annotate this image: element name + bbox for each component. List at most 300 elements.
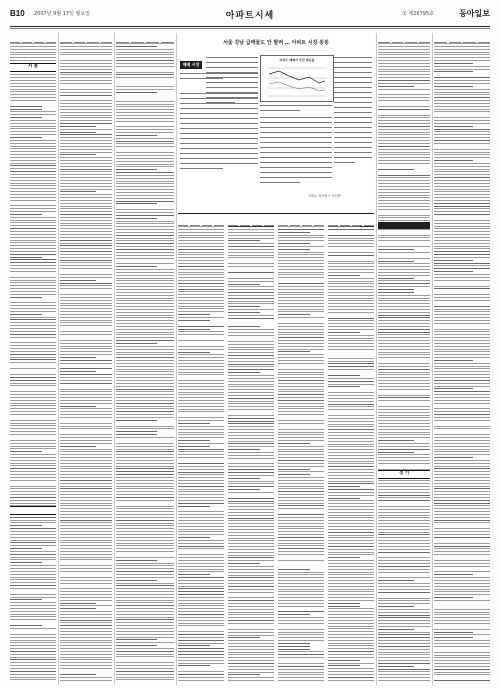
article-text-line (260, 142, 332, 143)
listing-row (10, 80, 56, 81)
listing-row (278, 389, 324, 390)
listing-row (434, 640, 490, 641)
listing-row (10, 554, 56, 555)
listing-row (378, 100, 430, 101)
listing-row (116, 109, 174, 110)
listing-row (228, 483, 274, 484)
listing-row (328, 455, 374, 456)
listing-row (434, 169, 490, 170)
listing-row (328, 680, 374, 681)
listing-row (178, 497, 224, 498)
listing-row (278, 354, 324, 355)
listing-row (228, 503, 274, 504)
listing-row (116, 411, 174, 412)
listing-row (10, 648, 56, 649)
listing-row (60, 374, 112, 375)
listing-row (328, 346, 374, 347)
listing-row (60, 583, 112, 584)
listing-row (378, 415, 430, 416)
listing-row (60, 483, 112, 484)
listing-row (434, 220, 490, 221)
listing-row (60, 123, 112, 124)
listing-row (434, 488, 490, 489)
article-text-line (334, 142, 372, 143)
listing-row (10, 522, 56, 523)
listing-row (228, 352, 274, 353)
listing-row (116, 312, 174, 313)
listing-row (278, 434, 324, 435)
listing-row (116, 158, 174, 159)
listing-row (228, 643, 274, 644)
listing-row (278, 586, 324, 587)
listing-row (328, 475, 374, 476)
listing-row (378, 63, 430, 64)
listing-row (434, 408, 490, 409)
listing-row (278, 272, 324, 273)
listing-row (60, 189, 112, 190)
listing-row (116, 563, 174, 564)
listing-row (434, 657, 490, 658)
listing-row (378, 557, 430, 558)
listing-row (10, 302, 56, 303)
listing-row (10, 285, 56, 286)
listing-row (10, 280, 56, 281)
listing-row (178, 583, 224, 584)
listing-row (116, 343, 157, 344)
listing-row (228, 612, 274, 613)
listing-row (278, 672, 324, 673)
listing-row (116, 577, 174, 578)
listing-row (60, 46, 112, 47)
listing-row (60, 617, 112, 618)
listing-row (178, 409, 224, 410)
listing-row (278, 477, 324, 478)
listing-row (60, 180, 112, 181)
listing-row (378, 526, 430, 527)
listing-row (434, 363, 490, 364)
listing-row (60, 169, 112, 170)
listing-rows (328, 226, 374, 685)
listing-row (60, 577, 112, 578)
article-text-line (260, 127, 332, 128)
listing-row (178, 411, 224, 412)
listing-row (378, 606, 414, 607)
listing-row (228, 435, 274, 436)
listing-row (10, 548, 42, 549)
listing-row (328, 398, 374, 399)
listing-row (378, 437, 430, 438)
listing-row (116, 49, 174, 50)
listing-row (278, 406, 324, 407)
listing-row (178, 386, 224, 387)
listing-row (278, 277, 324, 278)
listing-row (378, 183, 430, 184)
listing-row (60, 531, 112, 532)
listing-row (378, 192, 430, 193)
listing-row (328, 640, 374, 641)
listing-row (434, 391, 490, 392)
listing-row (116, 474, 174, 475)
listing-row (328, 483, 374, 484)
listing-row (378, 643, 430, 644)
listing-row (328, 295, 374, 296)
listing-row (434, 417, 490, 418)
article-text-line (334, 112, 372, 113)
region-header-dark (378, 222, 430, 229)
listing-row (328, 586, 374, 587)
listing-row (60, 477, 112, 478)
listing-row (10, 488, 56, 489)
listing-row (116, 238, 174, 239)
listing-row (178, 605, 224, 606)
listing-row (178, 491, 224, 492)
listing-row (10, 597, 56, 598)
listing-row (10, 542, 56, 543)
listing-row (378, 286, 430, 287)
listing-row (10, 291, 56, 292)
listing-row (116, 625, 174, 626)
listing-row (378, 549, 430, 550)
listing-row (10, 86, 56, 87)
listing-row (116, 112, 174, 113)
listing-row (10, 311, 56, 312)
listing-row (10, 368, 56, 369)
listing-row (228, 429, 274, 430)
listing-row (178, 446, 210, 447)
listing-row (378, 300, 430, 301)
listing-row (178, 300, 224, 301)
listing-row (328, 549, 374, 550)
listing-row (378, 540, 430, 541)
listing-column (378, 33, 430, 685)
listing-row (434, 646, 490, 647)
listing-row (434, 240, 490, 241)
listing-row (278, 531, 324, 532)
listing-row (178, 540, 224, 541)
listing-row (278, 632, 324, 633)
listing-row (60, 674, 96, 675)
listing-row (10, 134, 56, 135)
listing-row (434, 394, 490, 395)
listing-row (328, 458, 374, 459)
listing-row (10, 171, 56, 172)
listing-row (328, 386, 360, 387)
listing-row (60, 403, 112, 404)
listing-row (434, 366, 490, 367)
section-title: 아파트시세 (225, 11, 275, 21)
listing-row (60, 571, 112, 572)
listing-row (378, 426, 430, 427)
listing-row (60, 303, 112, 304)
listing-row (328, 261, 374, 262)
listing-row (178, 517, 224, 518)
listing-row (278, 663, 324, 664)
listing-row (60, 486, 112, 487)
listing-row (278, 446, 324, 447)
listing-row (60, 463, 112, 464)
listing-row (328, 384, 374, 385)
article-byline: 고피오 지오빈스 도서만 (308, 194, 341, 198)
listing-row (60, 508, 112, 509)
listing-row (434, 66, 490, 67)
listing-row (60, 265, 112, 266)
listing-row (434, 320, 490, 321)
listing-row (278, 614, 310, 615)
listing-row (10, 174, 56, 175)
article-text-line (334, 147, 372, 148)
listing-row (116, 235, 174, 236)
listing-row (434, 343, 490, 344)
listing-row (10, 188, 56, 189)
listing-row (378, 486, 430, 487)
listing-row (434, 214, 490, 215)
listing-row (116, 602, 174, 603)
listing-row (116, 674, 174, 675)
listing-row (10, 431, 56, 432)
listing-row (434, 486, 490, 487)
listing-row (434, 94, 490, 95)
article-text-line (260, 172, 332, 173)
listing-row (60, 52, 112, 53)
listing-row (116, 605, 174, 606)
listing-row (378, 423, 430, 424)
listing-row (60, 208, 112, 209)
listing-row (378, 534, 430, 535)
listing-row (278, 520, 324, 521)
article-text-line (180, 163, 258, 164)
listing-row (116, 309, 174, 310)
listing-row (10, 165, 56, 166)
listing-row (10, 242, 56, 243)
listing-row (10, 177, 56, 178)
listing-row (228, 315, 274, 316)
listing-row (328, 298, 374, 299)
listing-row (10, 345, 56, 346)
listing-row (434, 129, 490, 130)
listing-row (278, 591, 324, 592)
listing-row (60, 83, 112, 84)
listing-row (228, 489, 260, 490)
listing-row (434, 463, 490, 464)
listing-row (228, 623, 274, 624)
listing-row (278, 440, 324, 441)
listing-row (434, 480, 490, 481)
listing-row (116, 249, 174, 250)
listing-row (10, 394, 56, 395)
listing-row (328, 486, 360, 487)
listing-row (328, 441, 374, 442)
listing-row (328, 366, 374, 367)
listing-row (178, 354, 224, 355)
listing-row (116, 272, 174, 273)
listing-row (278, 454, 324, 455)
listing-row (228, 335, 274, 336)
listing-row (60, 109, 112, 110)
listing-row (378, 495, 430, 496)
listing-row (116, 574, 174, 575)
listing-row (434, 160, 473, 161)
listing-row (378, 354, 430, 355)
listing-row (116, 468, 174, 469)
listing-row (434, 440, 490, 441)
listing-row (434, 434, 490, 435)
listing-row (328, 240, 374, 241)
listing-row (178, 432, 224, 433)
listing-row (178, 297, 224, 298)
listing-row (434, 354, 490, 355)
listing-row (10, 314, 42, 315)
listing-row (278, 309, 324, 310)
listing-row (434, 629, 490, 630)
listing-row (378, 412, 430, 413)
listing-row (178, 263, 224, 264)
listing-row (378, 657, 430, 658)
listing-row (434, 294, 490, 295)
listing-row (434, 337, 490, 338)
listing-row (60, 494, 112, 495)
listing-row (328, 492, 374, 493)
listing-row (378, 674, 430, 675)
listing-row (378, 592, 430, 593)
listing-row (60, 274, 112, 275)
listing-row (10, 385, 56, 386)
listing-row (10, 625, 42, 626)
listing-row (178, 554, 224, 555)
listing-row (378, 417, 430, 418)
listing-row (178, 677, 224, 678)
listing-row (60, 480, 112, 481)
listing-row (10, 200, 56, 201)
listing-row (60, 528, 112, 529)
listing-row (278, 226, 324, 227)
listing-row (60, 491, 112, 492)
listing-row (434, 149, 490, 150)
listing-row (378, 154, 430, 155)
listing-row (434, 466, 490, 467)
listing-row (378, 652, 430, 653)
listing-row (10, 214, 42, 215)
article-text-line (180, 78, 223, 79)
listing-row (434, 528, 490, 529)
issue-date: 2007년 9월 17일 월요일 (34, 11, 91, 17)
listing-row (378, 646, 430, 647)
listing-row (116, 457, 174, 458)
listing-row (178, 643, 224, 644)
listing-row (116, 386, 174, 387)
listing-row (328, 303, 374, 304)
listing-row (116, 201, 174, 202)
listing-row (10, 208, 56, 209)
listing-row (434, 60, 490, 61)
listing-row (328, 606, 360, 607)
listing-row (60, 640, 112, 641)
listing-row (228, 349, 274, 350)
listing-row (434, 632, 473, 633)
listing-row (178, 397, 224, 398)
listing-row (60, 343, 112, 344)
listing-row (328, 594, 374, 595)
listing-row (328, 611, 374, 612)
listing-row (378, 489, 430, 490)
listing-row (228, 617, 274, 618)
listing-row (116, 106, 174, 107)
listing-column (178, 216, 224, 685)
article-text-line (334, 62, 372, 63)
listing-row (178, 520, 224, 521)
listing-row (328, 435, 374, 436)
listing-row (378, 500, 430, 501)
listing-row (178, 308, 224, 309)
listing-row (60, 360, 112, 361)
listing-row (434, 388, 473, 389)
listing-row (434, 580, 490, 581)
listing-row (378, 140, 430, 141)
listing-row (116, 668, 174, 669)
listing-row (178, 257, 224, 258)
listing-row (434, 597, 473, 598)
listing-row (434, 457, 473, 458)
listing-row (328, 424, 374, 425)
listing-row (178, 383, 224, 384)
listing-row (328, 537, 374, 538)
listing-row (60, 411, 112, 412)
listing-row (10, 325, 56, 326)
listing-row (434, 260, 473, 261)
listing-row (378, 337, 430, 338)
listing-row (60, 203, 112, 204)
listing-row (228, 389, 274, 390)
listing-row (60, 234, 112, 235)
listing-row (178, 620, 224, 621)
listing-row (278, 369, 324, 370)
listing-row (378, 563, 430, 564)
listing-row (10, 634, 56, 635)
listing-row (278, 403, 324, 404)
listing-row (328, 583, 374, 584)
listing-row (178, 406, 224, 407)
listing-row (60, 525, 112, 526)
listing-row (116, 323, 174, 324)
listing-row (278, 620, 324, 621)
listing-row (278, 545, 324, 546)
listing-row (328, 429, 374, 430)
listing-row (116, 280, 174, 281)
listing-row (178, 483, 224, 484)
listing-row (10, 477, 56, 478)
listing-row (178, 594, 224, 595)
listing-row (378, 263, 430, 264)
listing-row (178, 523, 224, 524)
listing-row (378, 406, 430, 407)
listing-row (60, 163, 112, 164)
listing-row (60, 540, 112, 541)
listing-row (328, 526, 374, 527)
listing-row (116, 354, 174, 355)
listing-row (10, 205, 56, 206)
listing-row (10, 97, 56, 98)
listing-row (60, 100, 112, 101)
listing-row (434, 672, 490, 673)
listing-row (228, 543, 274, 544)
listing-row (116, 460, 174, 461)
listing-row (178, 663, 224, 664)
listing-row (60, 625, 112, 626)
listing-row (378, 380, 430, 381)
listing-row (178, 457, 224, 458)
listing-row (116, 371, 174, 372)
listing-row (10, 114, 56, 115)
listing-row (434, 400, 490, 401)
